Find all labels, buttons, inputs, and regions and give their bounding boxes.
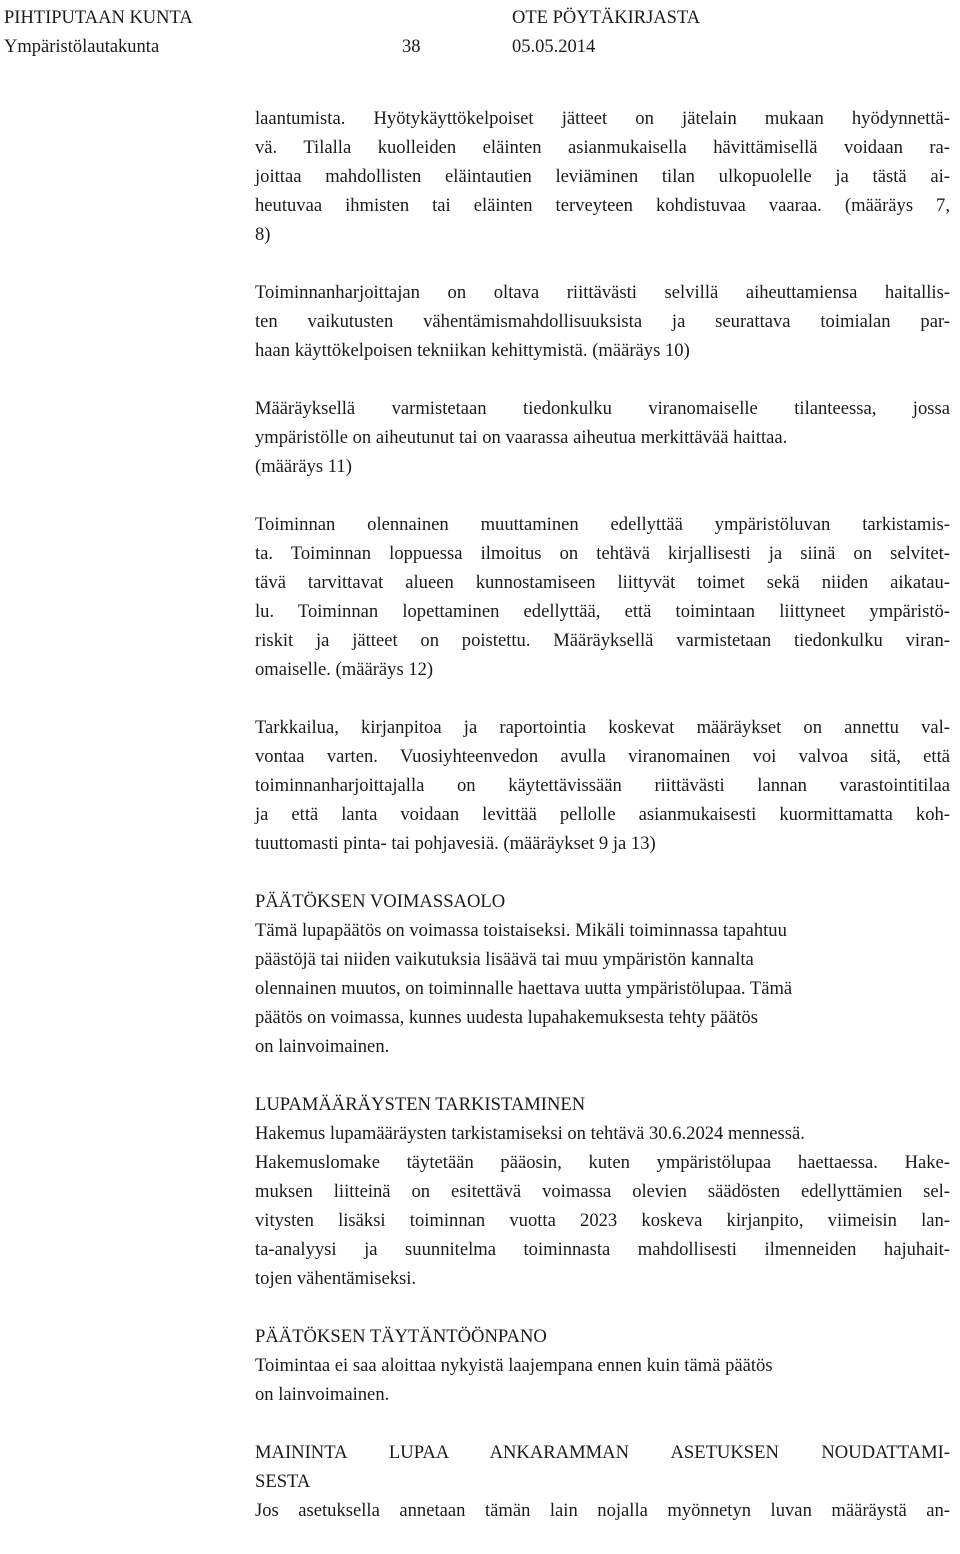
text-line: tojen vähentämiseksi. [255,1268,417,1289]
text-line: muksen liitteinä on esitettävä voimassa olevien säädösten edellyttämien sel- [255,1181,950,1202]
text-line: on lainvoimainen. [255,1384,390,1405]
text-line: päästöjä tai niiden vaikutuksia lisäävä tai muu ympäristön kannalta [255,949,754,970]
text-line: ta-analyysi ja suunnitelma toiminnasta mahdollisesti ilmenneiden hajuhait- [255,1239,950,1260]
document-header [4,4,944,62]
text-line: 8) [255,224,271,245]
header-row-1 [4,4,944,33]
text-line: Tarkkailua, kirjanpitoa ja raportointia koskevat määräykset on annettu val- [255,717,950,738]
text-line: Jos asetuksella annetaan tämän lain nojalla myönnetyn luvan määräystä an- [255,1500,950,1521]
section-stricter-regulation [255,1438,950,1525]
text-line: Toiminnan olennainen muuttaminen edellyttää ympäristöluvan tarkistamis- [255,514,950,535]
document-body [255,104,950,1554]
text-line: vitysten lisäksi toiminnan vuotta 2023 koskeva kirjanpito, viimeisin lan- [255,1210,950,1231]
text-line: riskit ja jätteet on poistettu. Määräyksellä varmistetaan tiedonkulku viran- [255,630,950,651]
section-enforcement [255,1322,950,1409]
text-line: on lainvoimainen. [255,1036,390,1057]
paragraph-operation-changes [255,510,950,684]
text-line: Hakemuslomake täytetään pääosin, kuten ympäristölupaa haettaessa. Hake- [255,1152,950,1173]
header-row-2 [4,33,944,62]
paragraph-monitoring [255,713,950,858]
text-line: omaiselle. (määräys 12) [255,659,434,680]
text-line: ta. Toiminnan loppuessa ilmoitus on tehtävä kirjallisesti ja siinä on selvitet- [255,543,950,564]
text-line: tävä tarvittavat alueen kunnostamiseen liittyvät toimet sekä niiden aikatau- [255,572,950,593]
text-line: heutuvaa ihmisten tai eläinten terveyteen kohdistuvaa vaaraa. (määräys 7, [255,195,950,216]
text-line: olennainen muutos, on toiminnalle haettava uutta ympäristölupaa. Tämä [255,978,793,999]
municipality-name: PIHTIPUTAAN KUNTA [4,8,193,28]
page-number: 38 [402,37,421,57]
text-line: Tämä lupapäätös on voimassa toistaiseksi. Mikäli toiminnassa tapahtuu [255,920,787,941]
section-heading: PÄÄTÖKSEN TÄYTÄNTÖÖNPANO [255,1326,547,1347]
paragraph-waste-handling [255,104,950,249]
text-line: vä. Tilalla kuolleiden eläinten asianmukaisella hävittämisellä voidaan ra- [255,137,950,158]
text-line: ten vaikutusten vähentämismahdollisuuksista ja seurattava toimialan par- [255,311,950,332]
text-line: toiminnanharjoittajalla on käytettävissään riittävästi lannan varastointitilaa [255,775,950,796]
text-line: Hakemus lupamääräysten tarkistamiseksi on tehtävä 30.6.2024 mennessä. [255,1123,805,1144]
text-line: Määräyksellä varmistetaan tiedonkulku viranomaiselle tilanteessa, jossa [255,398,950,419]
section-heading: PÄÄTÖKSEN VOIMASSAOLO [255,891,506,912]
text-line: lu. Toiminnan lopettaminen edellyttää, että toimintaan liittyneet ympäristö- [255,601,950,622]
section-heading: LUPAMÄÄRÄYSTEN TARKISTAMINEN [255,1094,586,1115]
paragraph-best-technique [255,278,950,365]
text-line: Toiminnanharjoittajan on oltava riittävästi selvillä aiheuttamiensa haitallis- [255,282,950,303]
text-line: laantumista. Hyötykäyttökelpoiset jätteet on jätelain mukaan hyödynnettä- [255,108,950,129]
text-line: tuuttomasti pinta- tai pohjavesiä. (määräykset 9 ja 13) [255,833,656,854]
section-decision-validity [255,887,950,1061]
text-line: päätös on voimassa, kunnes uudesta lupahakemuksesta tehty päätös [255,1007,758,1028]
section-heading: MAININTA LUPAA ANKARAMMAN ASETUKSEN NOUDATTAMI- [255,1442,950,1463]
text-line: Toimintaa ei saa aloittaa nykyistä laajempana ennen kuin tämä päätös [255,1355,773,1376]
text-line: ja että lanta voidaan levittää pellolle asianmukaisesti kuormittamatta koh- [255,804,950,825]
section-heading-continued: SESTA [255,1471,311,1492]
section-permit-review [255,1090,950,1293]
board-name: Ympäristölautakunta [4,37,160,57]
text-line: (määräys 11) [255,456,352,477]
document-type: OTE PÖYTÄKIRJASTA [512,8,701,28]
paragraph-information-flow [255,394,950,481]
text-line: joittaa mahdollisten eläintautien leviäminen tilan ulkopuolelle ja tästä ai- [255,166,950,187]
meeting-date: 05.05.2014 [512,37,596,57]
text-line: vontaa varten. Vuosiyhteenvedon avulla viranomainen voi valvoa sitä, että [255,746,950,767]
text-line: ympäristölle on aiheutunut tai on vaarassa aiheutua merkittävää haittaa. [255,427,788,448]
text-line: haan käyttökelpoisen tekniikan kehittymistä. (määräys 10) [255,340,690,361]
